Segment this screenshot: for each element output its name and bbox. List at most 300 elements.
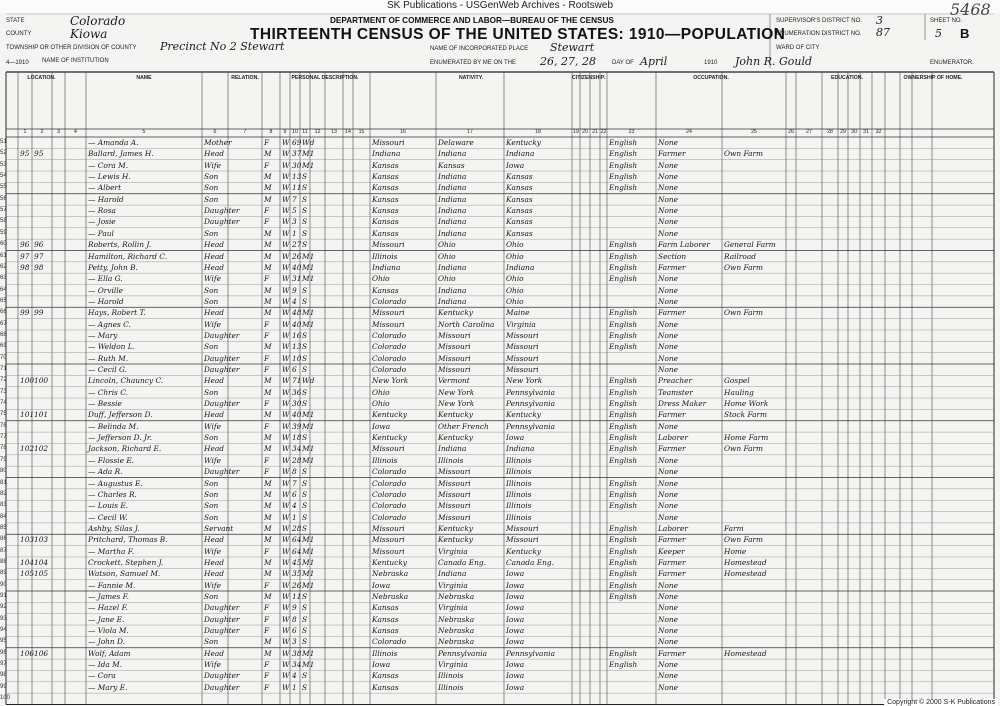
row-bp: Iowa — [372, 580, 391, 590]
row-occ: None — [658, 580, 679, 590]
row-occ: Dress Maker — [658, 399, 707, 409]
census-title: THIRTEENTH CENSUS OF THE UNITED STATES: 1910—POPULATION — [250, 26, 786, 43]
day-of-label: DAY OF — [612, 60, 634, 66]
row-bp: Missouri — [372, 546, 405, 556]
row-rel: Head — [204, 648, 224, 658]
row-number: 73 — [0, 388, 7, 395]
row-race: W — [282, 603, 290, 613]
row-fbp: Kentucky — [438, 535, 473, 545]
column-number: 16 — [400, 129, 406, 135]
row-lang: English — [609, 444, 638, 454]
township-value: Precinct No 2 Stewart — [160, 40, 285, 53]
row-sex: M — [264, 433, 272, 443]
enumerated-label: ENUMERATED BY ME ON THE — [430, 60, 517, 66]
row-name: Petty, John B. — [88, 262, 138, 272]
row-mbp: Iowa — [506, 614, 525, 624]
row-dw: 106 — [20, 648, 35, 658]
row-mbp: Ohio — [506, 274, 524, 284]
row-lang: English — [609, 240, 638, 250]
row-age: 16 — [292, 330, 302, 340]
row-age: 18 — [292, 433, 302, 443]
row-fam: 98 — [34, 262, 44, 272]
row-lang: English — [609, 592, 638, 601]
row-age: 40 — [292, 319, 302, 329]
row-ms: M1 — [302, 580, 315, 590]
row-bp: Kansas — [372, 228, 399, 238]
row-fam: 105 — [34, 569, 49, 579]
row-sex: F — [264, 353, 270, 363]
row-occ: None — [658, 172, 679, 182]
row-mbp: Kentucky — [506, 546, 541, 556]
row-number: 99 — [0, 683, 7, 690]
row-age: 8 — [292, 614, 297, 624]
row-number: 59 — [0, 229, 7, 236]
row-name: — Orville — [88, 285, 123, 295]
row-race: W — [282, 626, 290, 636]
row-occ: None — [658, 296, 679, 306]
row-ind: Stock Farm — [724, 410, 768, 420]
column-group-heading: PERSONAL DESCRIPTION. — [291, 75, 359, 81]
row-mbp: Iowa — [506, 660, 525, 670]
row-ms: S — [302, 671, 308, 681]
row-age: 13 — [292, 342, 302, 352]
row-bp: Ohio — [372, 387, 390, 397]
row-rel: Wife — [204, 319, 221, 329]
row-mbp: Iowa — [506, 569, 525, 579]
form-number: 4—1910 — [6, 60, 29, 66]
row-bp: Kansas — [372, 614, 399, 624]
row-fbp: Indiana — [438, 569, 467, 579]
row-ms: M1 — [302, 455, 315, 465]
row-ms: S — [302, 603, 308, 613]
row-dw: 99 — [20, 308, 30, 318]
row-name: — Harold — [88, 296, 124, 306]
column-number: 25 — [751, 129, 757, 135]
row-name: — Hazel F. — [88, 603, 128, 613]
row-lang: English — [609, 319, 638, 329]
row-mbp: Pennsylvania — [506, 421, 555, 431]
column-number: 26 — [788, 129, 794, 135]
row-number: 88 — [0, 558, 7, 565]
row-mbp: Virginia — [506, 319, 536, 329]
row-race: W — [282, 535, 290, 545]
column-number: 10 — [292, 129, 298, 135]
row-rel: Daughter — [204, 626, 240, 636]
row-race: W — [282, 580, 290, 590]
row-bp: Ohio — [372, 399, 390, 409]
row-lang: English — [609, 330, 638, 340]
row-mbp: Iowa — [506, 580, 525, 590]
row-rel: Son — [204, 387, 219, 397]
enumerator-label: ENUMERATOR. — [930, 60, 974, 66]
row-age: 40 — [292, 410, 302, 420]
row-fbp: Virginia — [438, 546, 468, 556]
row-mbp: Kentucky — [506, 410, 541, 420]
row-sex: F — [264, 319, 270, 329]
row-sex: F — [264, 138, 270, 147]
row-age: 48 — [292, 308, 302, 318]
row-race: W — [282, 296, 290, 306]
row-name: — Bessie — [88, 399, 122, 409]
row-occ: Farmer — [658, 262, 686, 272]
row-lang: English — [609, 376, 638, 386]
row-sex: M — [264, 648, 272, 658]
row-age: 45 — [292, 557, 302, 567]
row-sex: M — [264, 557, 272, 567]
column-number: 15 — [358, 129, 365, 135]
row-name: — Cecil G. — [88, 365, 127, 374]
row-fbp: Nebraska — [438, 592, 475, 601]
row-race: W — [282, 455, 290, 465]
row-race: W — [282, 421, 290, 431]
row-mbp: Illinois — [506, 467, 532, 477]
row-fam: 101 — [34, 410, 49, 420]
row-sex: M — [264, 592, 272, 601]
row-ind: General Farm — [724, 240, 776, 250]
column-number: 7 — [243, 129, 247, 135]
row-lang: English — [609, 410, 638, 420]
row-bp: Colorado — [372, 353, 407, 363]
row-ind: Own Farm — [724, 308, 764, 318]
row-occ: None — [658, 183, 679, 193]
incorporated-value: Stewart — [550, 41, 595, 54]
row-name: — Ida M. — [88, 660, 123, 670]
row-occ: None — [658, 592, 679, 601]
row-occ: None — [658, 206, 679, 216]
row-mbp: Kansas — [506, 194, 533, 204]
row-mbp: Maine — [506, 308, 530, 318]
row-race: W — [282, 399, 290, 409]
row-name: Lincoln, Chauncy C. — [88, 376, 164, 386]
row-bp: Kansas — [372, 626, 399, 636]
row-dw: 101 — [20, 410, 35, 420]
row-age: 38 — [292, 648, 302, 658]
row-rel: Wife — [204, 660, 221, 670]
row-bp: Iowa — [372, 421, 391, 431]
row-race: W — [282, 319, 290, 329]
row-ind: Own Farm — [724, 535, 764, 545]
row-ms: S — [302, 387, 308, 397]
row-race: W — [282, 546, 290, 556]
row-ms: S — [302, 489, 308, 499]
row-number: 63 — [0, 275, 7, 282]
supervisor-label: SUPERVISOR'S DISTRICT NO. — [776, 18, 862, 24]
county-label: COUNTY — [6, 31, 32, 37]
row-ms: S — [302, 228, 308, 238]
row-age: 3 — [292, 217, 297, 227]
row-rel: Daughter — [204, 353, 240, 363]
row-occ: None — [658, 478, 679, 488]
row-mbp: Indiana — [506, 262, 535, 272]
row-ms: M1 — [302, 421, 315, 431]
row-name: Ashby, Silas J. — [88, 523, 140, 533]
row-mbp: Illinois — [506, 512, 532, 522]
row-lang: English — [609, 557, 638, 567]
row-rel: Son — [204, 512, 219, 522]
row-sex: M — [264, 149, 272, 159]
row-rel: Wife — [204, 546, 221, 556]
row-number: 84 — [0, 513, 7, 520]
row-ind: Gospel — [724, 376, 750, 386]
row-sex: M — [264, 308, 272, 318]
row-sex: F — [264, 399, 270, 409]
row-rel: Son — [204, 501, 219, 511]
row-mbp: Pennsylvania — [506, 387, 555, 397]
row-rel: Daughter — [204, 603, 240, 613]
row-number: 55 — [0, 184, 7, 191]
row-mbp: Missouri — [506, 342, 539, 352]
row-dw: 96 — [20, 240, 30, 250]
row-number: 66 — [0, 309, 7, 316]
row-race: W — [282, 387, 290, 397]
row-race: W — [282, 614, 290, 624]
row-occ: None — [658, 365, 679, 374]
row-race: W — [282, 149, 290, 159]
row-number: 87 — [0, 547, 7, 554]
row-number: 56 — [0, 195, 7, 202]
column-number: 12 — [314, 129, 321, 135]
row-age: 7 — [292, 194, 297, 204]
row-number: 67 — [0, 320, 7, 327]
row-rel: Head — [204, 251, 224, 261]
row-race: W — [282, 160, 290, 170]
row-fam: 99 — [34, 308, 44, 318]
row-sex: M — [264, 296, 272, 306]
row-ms: S — [302, 433, 308, 443]
row-number: 64 — [0, 286, 7, 293]
row-mbp: Iowa — [506, 671, 525, 681]
column-number: 20 — [582, 129, 588, 135]
row-occ: None — [658, 194, 679, 204]
row-rel: Son — [204, 183, 219, 193]
row-name: Crockett, Stephen J. — [88, 557, 164, 567]
row-race: W — [282, 682, 290, 692]
row-mbp: Kansas — [506, 172, 533, 182]
row-sex: M — [264, 240, 272, 250]
row-fbp: Virginia — [438, 603, 468, 613]
row-bp: Kansas — [372, 671, 399, 681]
row-sex: M — [264, 637, 272, 647]
row-ms: M1 — [302, 262, 315, 272]
row-bp: Missouri — [372, 523, 405, 533]
row-race: W — [282, 308, 290, 318]
row-occ: None — [658, 682, 679, 692]
row-rel: Mother — [204, 138, 232, 147]
column-number: 29 — [840, 129, 846, 135]
row-bp: Missouri — [372, 308, 405, 318]
row-occ: Preacher — [658, 376, 693, 386]
row-lang: English — [609, 569, 638, 579]
row-bp: Nebraska — [372, 569, 409, 579]
row-bp: Missouri — [372, 535, 405, 545]
row-occ: None — [658, 489, 679, 499]
row-mbp: Kansas — [506, 183, 533, 193]
row-fbp: Ohio — [438, 274, 456, 284]
row-sex: M — [264, 512, 272, 522]
row-name: — Cora M. — [88, 160, 129, 170]
row-occ: Farmer — [658, 149, 686, 159]
row-mbp: Pennsylvania — [506, 399, 555, 409]
row-fbp: Indiana — [438, 262, 467, 272]
row-lang: English — [609, 489, 638, 499]
row-fam: 106 — [34, 648, 49, 658]
row-lang: English — [609, 546, 638, 556]
row-occ: None — [658, 138, 679, 147]
township-label: TOWNSHIP OR OTHER DIVISION OF COUNTY — [6, 45, 137, 51]
row-age: 7 — [292, 478, 297, 488]
row-lang: English — [609, 138, 638, 147]
row-name: — Jefferson D. Jr. — [88, 433, 152, 443]
row-bp: Kentucky — [372, 433, 407, 443]
row-fbp: Illinois — [438, 671, 464, 681]
row-sex: M — [264, 376, 272, 386]
row-rel: Wife — [204, 580, 221, 590]
row-number: 76 — [0, 422, 7, 429]
sheet-label: SHEET NO. — [930, 18, 963, 24]
row-mbp: Iowa — [506, 682, 525, 692]
row-mbp: Ohio — [506, 285, 524, 295]
row-age: 39 — [292, 421, 302, 431]
row-number: 100 — [0, 695, 11, 702]
row-race: W — [282, 228, 290, 238]
row-fbp: Missouri — [438, 478, 471, 488]
row-race: W — [282, 251, 290, 261]
row-ms: S — [302, 217, 308, 227]
row-sex: F — [264, 580, 270, 590]
row-race: W — [282, 489, 290, 499]
row-occ: None — [658, 467, 679, 477]
row-ms: S — [302, 285, 308, 295]
row-number: 93 — [0, 615, 7, 622]
row-lang: English — [609, 342, 638, 352]
row-bp: Missouri — [372, 240, 405, 250]
row-fbp: Kentucky — [438, 523, 473, 533]
row-fam: 100 — [34, 376, 49, 386]
row-name: Watson, Samuel M. — [88, 569, 161, 579]
row-ms: M1 — [302, 444, 315, 454]
row-rel: Head — [204, 240, 224, 250]
column-number: 23 — [628, 129, 635, 135]
row-occ: None — [658, 660, 679, 670]
row-fbp: Virginia — [438, 580, 468, 590]
column-group-heading: OCCUPATION. — [693, 75, 729, 81]
row-rel: Daughter — [204, 682, 240, 692]
row-ms: M1 — [302, 251, 315, 261]
row-ms: S — [302, 330, 308, 340]
row-race: W — [282, 285, 290, 295]
row-lang: English — [609, 251, 638, 261]
row-age: 71 — [292, 376, 302, 386]
row-mbp: Kansas — [506, 217, 533, 227]
row-dw: 97 — [20, 251, 30, 261]
row-rel: Son — [204, 489, 219, 499]
column-number: 31 — [863, 129, 869, 135]
row-age: 26 — [292, 580, 302, 590]
row-bp: Missouri — [372, 444, 405, 454]
row-bp: Colorado — [372, 512, 407, 522]
row-fam: 95 — [34, 149, 44, 159]
row-occ: Farmer — [658, 569, 686, 579]
row-lang: English — [609, 274, 638, 284]
row-occ: Farmer — [658, 557, 686, 567]
row-number: 86 — [0, 536, 7, 543]
row-ms: M1 — [302, 274, 315, 284]
row-number: 51 — [0, 139, 7, 145]
row-lang: English — [609, 433, 638, 443]
row-bp: Kansas — [372, 183, 399, 193]
row-fbp: Indiana — [438, 285, 467, 295]
row-number: 65 — [0, 297, 7, 304]
row-fbp: Indiana — [438, 296, 467, 306]
row-rel: Son — [204, 478, 219, 488]
row-sex: F — [264, 160, 270, 170]
row-age: 6 — [292, 626, 297, 636]
row-occ: Laborer — [658, 433, 688, 443]
row-ind: Homestead — [724, 648, 767, 658]
row-sex: M — [264, 285, 272, 295]
row-name: — Augustus E. — [88, 478, 143, 488]
row-sex: M — [264, 194, 272, 204]
column-number: 28 — [827, 129, 833, 135]
row-fbp: North Carolina — [438, 319, 495, 329]
institution-label: NAME OF INSTITUTION — [42, 58, 109, 64]
row-rel: Head — [204, 262, 224, 272]
row-number: 58 — [0, 218, 7, 225]
row-name: — Cecil W. — [88, 512, 128, 522]
row-ms: S — [302, 523, 308, 533]
column-group-heading: OWNERSHIP OF HOME. — [903, 75, 963, 81]
row-fbp: Delaware — [438, 138, 474, 147]
row-ms: S — [302, 353, 308, 363]
column-number: 11 — [302, 129, 308, 135]
row-occ: None — [658, 342, 679, 352]
row-number: 68 — [0, 331, 7, 338]
row-bp: Colorado — [372, 467, 407, 477]
row-rel: Head — [204, 149, 224, 159]
row-race: W — [282, 138, 290, 147]
row-race: W — [282, 433, 290, 443]
row-ms: S — [302, 682, 308, 692]
row-occ: None — [658, 455, 679, 465]
row-ind: Hauling — [724, 387, 754, 397]
row-bp: Illinois — [372, 648, 398, 658]
row-name: Wolf, Adam — [88, 648, 131, 658]
row-occ: None — [658, 421, 679, 431]
row-ms: M1 — [302, 557, 315, 567]
row-rel: Son — [204, 194, 219, 204]
row-lang: English — [609, 183, 638, 193]
row-sex: M — [264, 535, 272, 545]
row-rel: Daughter — [204, 614, 240, 624]
row-ms: S — [302, 614, 308, 624]
row-number: 75 — [0, 411, 7, 418]
row-occ: None — [658, 626, 679, 636]
row-occ: None — [658, 671, 679, 681]
row-fbp: Indiana — [438, 217, 467, 227]
row-ind: Home — [724, 546, 747, 556]
row-lang: English — [609, 149, 638, 159]
row-dw: 95 — [20, 149, 30, 159]
row-bp: Kansas — [372, 217, 399, 227]
row-occ: Section — [658, 251, 687, 261]
row-mbp: Kansas — [506, 206, 533, 216]
row-age: 28 — [292, 523, 302, 533]
row-fbp: Kansas — [438, 160, 465, 170]
row-age: 27 — [292, 240, 302, 250]
row-age: 26 — [292, 251, 302, 261]
sheet-value: 5 — [935, 27, 942, 40]
row-bp: Ohio — [372, 274, 390, 284]
